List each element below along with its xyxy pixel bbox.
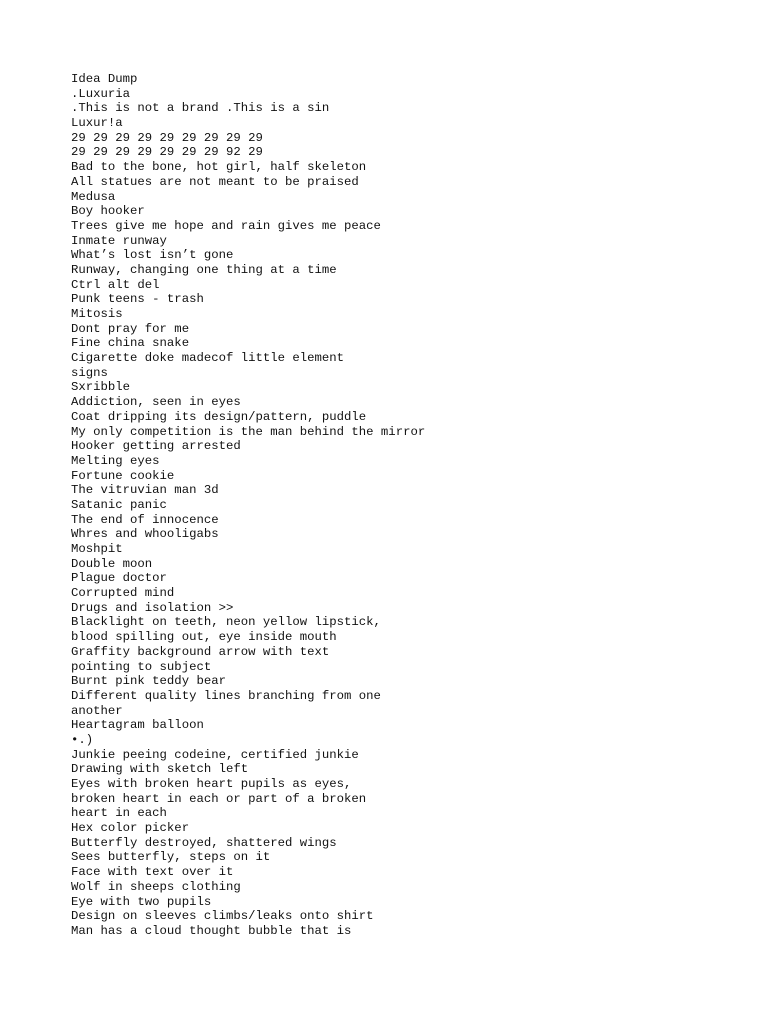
text-line: Graffity background arrow with text	[71, 644, 330, 659]
text-line: 29 29 29 29 29 29 29 29 29	[71, 130, 263, 145]
text-line: Sees butterfly, steps on it	[71, 850, 271, 865]
text-line: Butterfly destroyed, shattered wings	[71, 835, 337, 850]
text-line: •.)	[71, 732, 94, 747]
text-line: Drugs and isolation >>	[71, 600, 234, 615]
text-line: Hex color picker	[71, 821, 190, 836]
text-line: signs	[71, 365, 108, 380]
text-line: Cigarette doke madecof little element	[71, 351, 345, 366]
text-line: Luxur!a	[71, 116, 123, 131]
text-line: heart in each	[71, 806, 167, 821]
text-line: Satanic panic	[71, 497, 167, 512]
text-line: What’s lost isn’t gone	[71, 248, 234, 263]
text-line: Coat dripping its design/pattern, puddle	[71, 409, 367, 424]
idea-list	[71, 72, 751, 939]
text-line: All statues are not meant to be praised	[71, 174, 359, 189]
text-line: 29 29 29 29 29 29 29 92 29	[71, 145, 263, 160]
text-line: Plague doctor	[71, 571, 167, 586]
text-line: The end of innocence	[71, 512, 219, 527]
text-line: Fine china snake	[71, 336, 190, 351]
text-line: Inmate runway	[71, 233, 167, 248]
text-line: another	[71, 703, 123, 718]
text-line: Sxribble	[71, 380, 131, 395]
text-line: Man has a cloud thought bubble that is	[71, 923, 352, 938]
text-line: Punk teens - trash	[71, 292, 204, 307]
text-line: .This is not a brand .This is a sin	[71, 101, 330, 116]
text-line: Double moon	[71, 556, 153, 571]
document-title: Idea Dump	[71, 72, 138, 86]
text-line: Bad to the bone, hot girl, half skeleton	[71, 160, 367, 175]
text-line: Eyes with broken heart pupils as eyes,	[71, 777, 352, 791]
text-line: Mitosis	[71, 307, 123, 321]
text-line: Corrupted mind	[71, 586, 175, 601]
text-line: Melting eyes	[71, 453, 160, 468]
text-line: Fortune cookie	[71, 468, 175, 483]
text-line: Eye with two pupils	[71, 894, 212, 909]
text-line: Moshpit	[71, 542, 123, 556]
text-line: Design on sleeves climbs/leaks onto shirt	[71, 909, 374, 924]
text-line: Medusa	[71, 189, 116, 204]
text-line: Whres and whooligabs	[71, 527, 219, 542]
text-line: Drawing with sketch left	[71, 762, 249, 777]
text-line: .Luxuria	[71, 86, 131, 101]
text-line: Dont pray for me	[71, 321, 190, 336]
text-line: Burnt pink teddy bear	[71, 674, 226, 689]
text-line: Hooker getting arrested	[71, 439, 241, 454]
text-line: Blacklight on teeth, neon yellow lipstick,	[71, 615, 381, 630]
text-line: Ctrl alt del	[71, 277, 160, 292]
text-line: Runway, changing one thing at a time	[71, 262, 337, 277]
text-line: Wolf in sheeps clothing	[71, 879, 241, 894]
text-line: blood spilling out, eye inside mouth	[71, 630, 337, 645]
text-line: Face with text over it	[71, 865, 234, 880]
text-line: Different quality lines branching from one	[71, 688, 381, 703]
text-line: Addiction, seen in eyes	[71, 395, 241, 410]
text-line: Heartagram balloon	[71, 718, 204, 733]
text-line: Trees give me hope and rain gives me peace	[71, 218, 381, 233]
text-line: Junkie peeing codeine, certified junkie	[71, 747, 359, 762]
text-line: broken heart in each or part of a broken	[71, 791, 367, 806]
text-line: My only competition is the man behind the mirror	[71, 424, 426, 439]
text-line: pointing to subject	[71, 659, 212, 674]
text-line: The vitruvian man 3d	[71, 483, 219, 498]
text-line: Boy hooker	[71, 204, 145, 219]
